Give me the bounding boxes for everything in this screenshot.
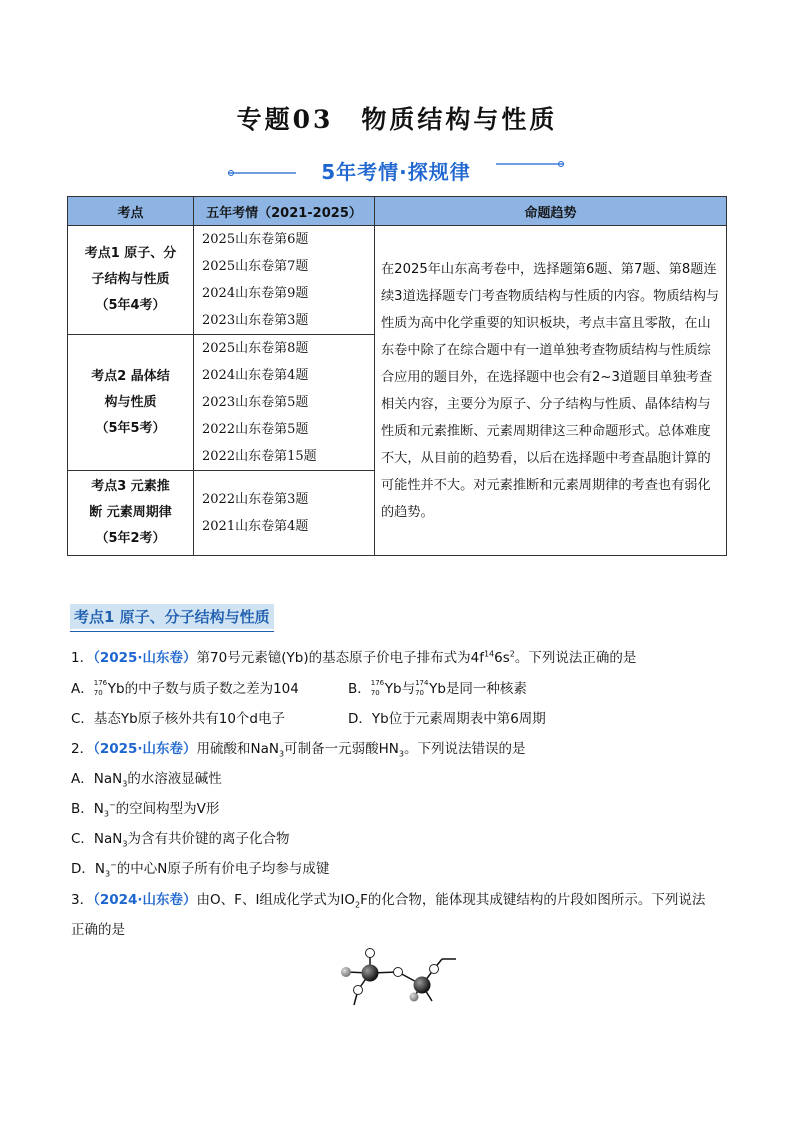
question-source: （2024·山东卷） (93, 892, 197, 908)
banner-title: 5年考情·探规律 (321, 160, 471, 184)
molecule-structure-figure (330, 945, 470, 1015)
question-3-stem-line2: 正确的是 (71, 922, 125, 938)
question-3-stem: 3．（2024·山东卷）由O、F、I组成化学式为$IO_2F$的化合物，能体现其成键结构的片段如图所示。下列说法 (71, 892, 706, 910)
nuclide-symbol: 174 70 (415, 679, 429, 697)
table-header-row (68, 197, 727, 226)
header-years: 五年考情（2021-2025） (194, 197, 375, 226)
page-title: 专题03 物质结构与性质 (236, 105, 558, 134)
years-cell: 2025山东卷第6题 2025山东卷第7题 2024山东卷第9题 2023山东卷第3题 (194, 226, 375, 335)
point-cell: 考点2 晶体结 构与性质 （5年5考） (68, 335, 194, 471)
question-1-option-c: C．基态Yb原子核外共有10个d电子 (71, 711, 285, 727)
trend-cell: 在2025年山东高考卷中，选择题第6题、第7题、第8题连续3道选择题专门考查物质结构与性质的内容。物质结构与性质为高中化学重要的知识板块，考点丰富且零散，在山东卷中除了在综合题中有一道单独考查物质结构与性质综合应用的题目外，在选择题中也会有2~3道题目单独考查相关内容，主要分为原子、分子结构与性质、晶体结构与性质和元素推断、元素周期律这三种命题形式。总体难度不大，从目前的趋势看，以后在选择题中考查晶胞计算的可能性并不大。对元素推断和元素周期律的考查也有弱化的趋势。 (375, 226, 727, 556)
nuclide-symbol: 176 70 (93, 679, 108, 697)
exam-statistics-table (67, 196, 727, 556)
nuclide-symbol: 176 70 (370, 679, 385, 697)
point-cell: 考点3 元素推 断 元素周期律 （5年2考） (68, 471, 194, 556)
question-2-stem: 2．（2025·山东卷）用硫酸和NaN$_3$可制备一元弱酸$HN_3$。下列说法错误的是 (71, 741, 526, 759)
table-row (68, 226, 727, 335)
iodine-atom (414, 977, 431, 994)
question-2-option-c: C．NaN$_3$为含有共价键的离子化合物 (71, 831, 290, 849)
question-source: （2025·山东卷） (93, 650, 197, 666)
iodine-atom (362, 965, 379, 982)
oxygen-atom (430, 965, 439, 974)
years-cell: 2025山东卷第8题 2024山东卷第4题 2023山东卷第5题 2022山东卷第5题 2022山东卷第15题 (194, 335, 375, 471)
question-2-option-d: D．$N_3^-$的中心N原子所有价电子均参与成键 (71, 860, 330, 879)
fluorine-atom (410, 993, 419, 1002)
oxygen-atom (394, 968, 403, 977)
banner (228, 152, 564, 186)
question-2-option-b: B．$N_3^-$的空间构型为V形 (71, 800, 220, 819)
question-1-option-a: A． 176 70 Yb的中子数与质子数之差为104 (71, 679, 299, 697)
header-trend: 命题趋势 (375, 197, 727, 226)
question-1-option-d: D．Yb位于元素周期表中第6周期 (348, 711, 546, 727)
question-source: （2025·山东卷） (93, 741, 197, 757)
oxygen-atom (366, 949, 375, 958)
oxygen-atom (354, 986, 363, 995)
fluorine-atom (341, 967, 351, 977)
question-1-option-b: B． 176 70 Yb与 174 70 Yb是同一种核素 (348, 679, 527, 697)
section-heading: 考点1 原子、分子结构与性质 (70, 604, 274, 629)
header-point: 考点 (68, 197, 194, 226)
question-1-stem: 1．（2025·山东卷）第70号元素镱(Yb)的基态原子价电子排布式为$4f^{14}6s^2$。下列说法正确的是 (71, 649, 637, 666)
years-cell: 2022山东卷第3题 2021山东卷第4题 (194, 471, 375, 556)
point-cell: 考点1 原子、分 子结构与性质 （5年4考） (68, 226, 194, 335)
question-2-option-a: A．NaN$_3$的水溶液显碱性 (71, 771, 222, 789)
